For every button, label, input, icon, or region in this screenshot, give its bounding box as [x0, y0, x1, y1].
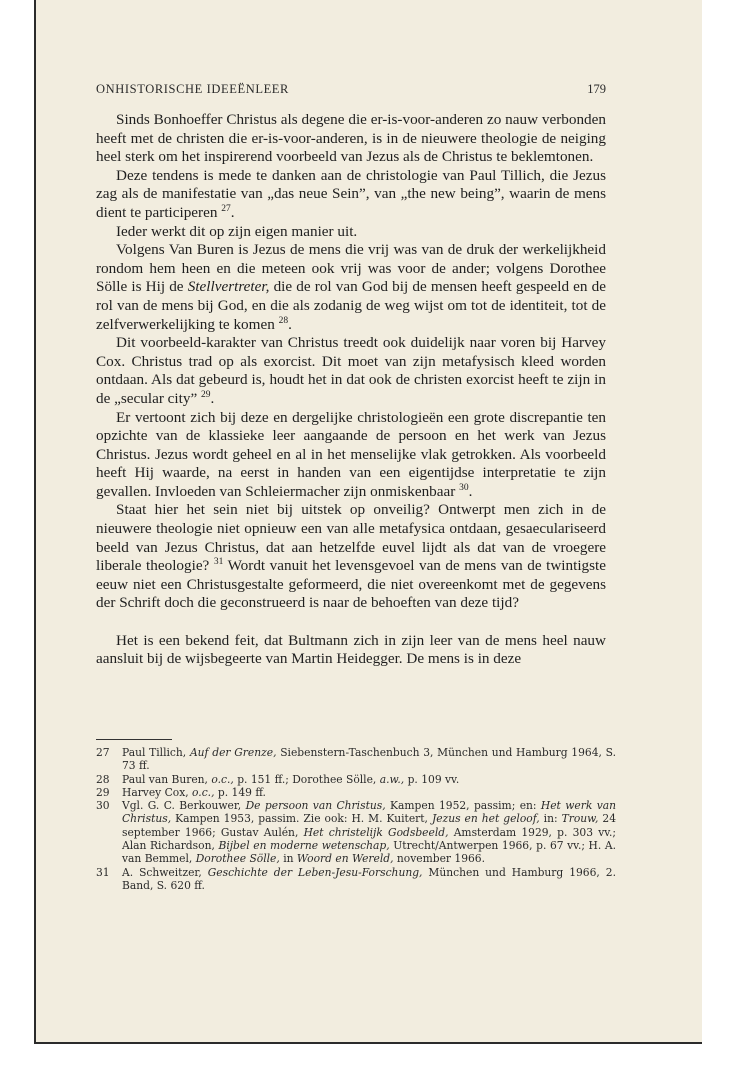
- paragraph-5: Dit voorbeeld-karakter van Christus treedt ook duidelijk naar voren bij Harvey Cox. Christus trad op als exorcist. Dit moet van zijn metafysisch kleed worden ontdaan. Als dat gebeurd is, houdt het in dat ook de christen exorcist heeft te zijn in de „secular city” $^{29}$.: [96, 334, 606, 407]
- footnote-31: 31 A. Schweitzer, Geschichte der Leben-Jesu-Forschung, München und Hamburg 1966, 2. Band, S. 620 ff.: [96, 865, 616, 892]
- footnote-27: 27 Paul Tillich, Auf der Grenze, Siebenstern-Taschenbuch 3, München und Hamburg 1964, S. 73 ff.: [96, 746, 616, 773]
- footnote-28: 28 Paul van Buren, o.c., p. 151 ff.; Dorothee Sölle, a.w., p. 109 vv.: [96, 772, 460, 786]
- paragraph-8: Het is een bekend feit, dat Bultmann zich in zijn leer van de mens heel nauw aansluit bij de wijsbegeerte van Martin Heidegger. De mens is in deze: [96, 631, 606, 668]
- footnote-30: 30 Vgl. G. C. Berkouwer, De persoon van Christus, Kampen 1952, passim; en: Het werk van Christus, Kampen 1953, passim. Zie ook: H. M. Kuitert, Jezus en het geloof, in: Trouw, 24 september 1966; Gustav Aulén, Het christelijk Godsbeeld, Amsterdam 1929, p. 303 vv.; Alan Richardson, Bijbel en moderne wetenschap, Utrecht/Antwerpen 1966, p. 67 vv.; H. A. van Bemmel, Dorothee Sölle, in Woord en Wereld, november 1966.: [96, 799, 617, 866]
- paragraph-1: Sinds Bonhoeffer Christus als degene die er-is-voor-anderen zo nauw verbonden heeft met de christen die er-is-voor-anderen, is in de nieuwere theologie de neiging heel sterk om het inspirerend voorbeeld van Jezus als de Christus te beklemtonen.: [96, 111, 606, 166]
- footnote-ref: 30: [459, 482, 469, 493]
- body-text: [96, 111, 606, 669]
- running-title: ONHISTORISCHE IDEEËNLEER: [96, 82, 289, 96]
- footnote-ref: 27: [221, 203, 231, 214]
- paragraph-3: Ieder werkt dit op zijn eigen manier uit.: [116, 222, 358, 240]
- paragraph-6: Er vertoont zich bij deze en dergelijke christologieën een grote discrepantie ten opzichte van de klassieke leer aangaande de persoon en het werk van Jezus Christus. Jezus wordt geheel en al in het menselijke vlak getrokken. Als voorbeeld heeft Hij waarde, na eerst in handen van een eigentijdse interpretatie te zijn gevallen. Invloeden van Schleiermacher zijn onmiskenbaar $^{30}$.: [96, 408, 606, 500]
- paragraph-4: Volgens Van Buren is Jezus de mens die vrij was van de druk der werkelijkheid rondom hem heen en die meteen ook vrij was voor de ander; volgens Dorothee Sölle is Hij de Stellvertreter, die de rol van God bij de mensen heeft gespeeld en de rol van de mens bij God, en die als zodanig de weg wijst om tot de identiteit, tot de zelfverwerkelijking te komen $^{28}$.: [96, 241, 607, 333]
- paragraph-2: Deze tendens is mede te danken aan de christologie van Paul Tillich, die Jezus zag als de manifestatie van „das neue Sein”, van „the new being”, waarin de mens dient te participeren $^{27}$.: [96, 166, 606, 221]
- footnote-29: 29 Harvey Cox, o.c., p. 149 ff.: [96, 785, 266, 799]
- paragraph-7: Staat hier het sein niet bij uitstek op onveilig? Ontwerpt men zich in de nieuwere theologie niet opnieuw een van alle metafysica ontdaan, gesaeculariseerd beeld van Jezus Christus, dat aan hetzelfde euvel lijdt als dat van de vroegere liberale theologie? $^{31}$ Wordt vanuit het levensgevoel van de mens van de twintigste eeuw niet een Christusgestalte geformeerd, die niet overeenkomt met de gegevens der Schrift doch die geconstrueerd is naar de behoeften van deze tijd?: [96, 501, 607, 612]
- footnote-ref: 31: [213, 557, 224, 568]
- page-number: 179: [587, 82, 606, 96]
- footnote-rule: [96, 739, 172, 740]
- footnote-ref: 28: [278, 315, 289, 326]
- footnotes: [96, 746, 616, 892]
- footnote-ref: 29: [201, 389, 211, 400]
- running-head: [96, 82, 606, 97]
- book-page: [34, 0, 702, 1044]
